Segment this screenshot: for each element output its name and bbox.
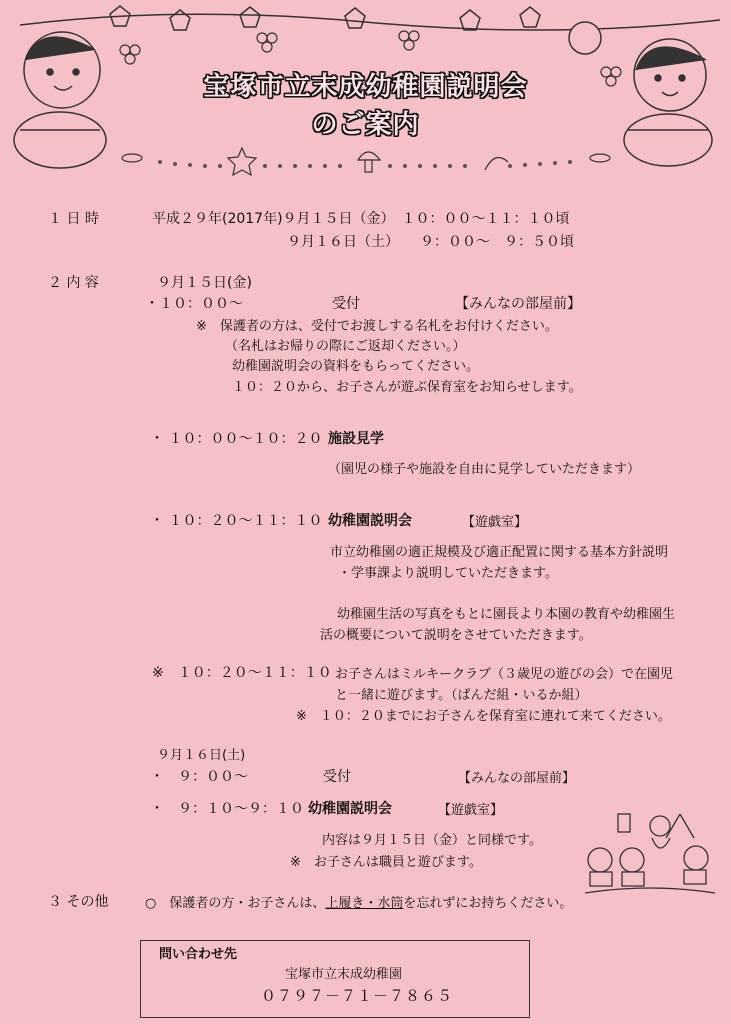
item3-desc-4: 活の概要について説明をさせていただきます。 [320, 628, 592, 643]
item5-time: ・ ９：００～ [150, 769, 248, 785]
item2-name: 施設見学 [328, 431, 384, 447]
item6-desc: 内容は９月１５日（金）と同様です。 [322, 833, 542, 848]
item5-name: 受付 [323, 769, 351, 785]
day1-heading: ９月１５日(金) [157, 275, 252, 291]
item2-time: ・ １０：００～１０：２０ [150, 431, 323, 447]
item5-place: 【みんなの部屋前】 [458, 771, 576, 786]
item3-place: 【遊戯室】 [462, 515, 528, 530]
item3-name: 幼稚園説明会 [328, 513, 412, 529]
contact-box [140, 940, 530, 1018]
item3-desc-1: 市立幼稚園の適正規模及び適正配置に関する基本方針説明 [330, 545, 669, 560]
item3-desc-2: ・学事課より説明していただきます。 [338, 566, 558, 581]
note-1: ※ 保護者の方は、受付でお渡しする名札をお付けください。 [196, 319, 558, 334]
item6-name: 幼稚園説明会 [308, 801, 392, 817]
item6-time: ・ ９：１０～９：１０ [150, 801, 304, 817]
section1-label: １ 日 時 [48, 211, 99, 227]
section3-text [145, 892, 572, 911]
item4-note: ※ １０：２０までにお子さんを保育室に連れて来てください。 [296, 709, 671, 724]
children-illustration [580, 808, 720, 903]
item1-name: 受付 [332, 296, 360, 312]
contact-heading: 問い合わせ先 [159, 947, 238, 962]
page-title: 宝塚市立末成幼稚園説明会 [203, 72, 528, 102]
day2-heading: ９月１６日(土) [157, 748, 246, 763]
item2-desc: （園児の様子や施設を自由に見学していただきます） [328, 462, 641, 477]
section3-text-underline: 上履き・水筒 [325, 896, 404, 911]
section3-label: ３ その他 [48, 894, 109, 910]
date-line-2: ９月１６日（土） ９：００～ ９：５０頃 [287, 234, 574, 250]
item1-time: ・１０：００～ [145, 296, 243, 312]
section3-text-post: を忘れずにお持ちください。 [403, 896, 573, 911]
item3-time: ・ １０：２０～１１：１０ [150, 513, 323, 529]
page-subtitle: のご案内 [311, 110, 420, 140]
item6-place: 【遊戯室】 [438, 803, 504, 818]
contact-phone: ０７９７－７１－７８６５ [261, 987, 454, 1005]
date-line-1: 平成２９年(2017年)９月１５日（金） １０：００～１１：１０頃 [152, 211, 570, 227]
section3-text-pre: ○ 保護者の方・お子さんは、 [145, 896, 326, 911]
item1-place: 【みんなの部屋前】 [455, 296, 581, 312]
item6-note: ※ お子さんは職員と遊びます。 [290, 855, 482, 870]
contact-name: 宝塚市立末成幼稚園 [285, 967, 403, 982]
item4-time: ※ １０：２０～１１：１０ [152, 665, 332, 681]
item3-desc-3: 幼稚園生活の写真をもとに園長より本園の教育や幼稚園生 [337, 607, 676, 622]
note-4: １０：２０から、お子さんが遊ぶ保育室をお知らせします。 [232, 380, 582, 395]
item4-desc-1: お子さんはミルキークラブ（３歳児の遊びの会）で在園児 [335, 667, 674, 682]
note-2: （名札はお帰りの際にご返却ください。） [225, 339, 466, 354]
item4-desc-2: と一緒に遊びます。（ぱんだ組・いるか組） [335, 688, 588, 703]
section2-label: ２ 内 容 [48, 275, 99, 291]
note-3: 幼稚園説明会の資料をもらってください。 [232, 359, 480, 374]
